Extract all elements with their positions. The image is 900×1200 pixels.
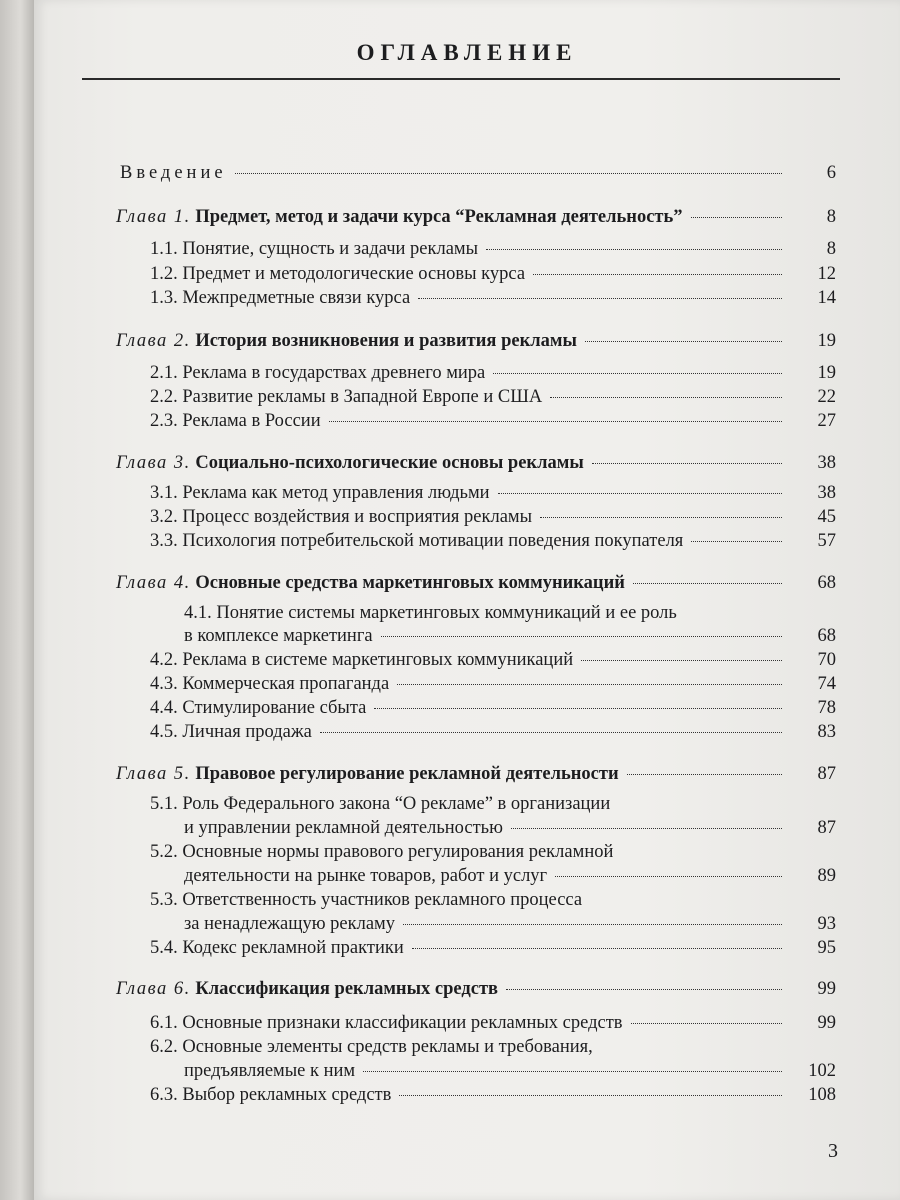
section-page: 19: [817, 363, 836, 383]
chapter-number: Глава 1.: [116, 207, 191, 227]
chapter-number: Глава 5.: [116, 764, 191, 784]
leader-dots: [540, 517, 782, 518]
leader-dots: [374, 708, 782, 709]
leader-dots: [581, 660, 782, 661]
section-page: 57: [817, 531, 836, 551]
section-title: Основные признаки классификации рекламных средств: [182, 1013, 623, 1033]
leader-dots: [506, 989, 782, 990]
chapter-title: Правовое регулирование рекламной деятельности: [195, 764, 619, 784]
section-title: Личная продажа: [182, 722, 312, 742]
section-title: Реклама в системе маркетинговых коммуникаций: [182, 650, 574, 670]
section-title: Основные элементы средств рекламы и требования,: [182, 1037, 593, 1057]
section-row: [150, 530, 836, 552]
section-page: 78: [817, 698, 836, 718]
section-title: Стимулирование сбыта: [182, 698, 367, 718]
section-number: 4.3.: [150, 674, 178, 694]
leader-dots: [511, 828, 782, 829]
section-page: 12: [817, 264, 836, 284]
section-title: Кодекс рекламной практики: [182, 938, 404, 958]
section-page: 8: [826, 239, 836, 259]
section-page: 74: [817, 674, 836, 694]
section-page: 45: [817, 507, 836, 527]
section-number: 4.4.: [150, 698, 178, 718]
section-first-line: [184, 602, 677, 624]
chapter-page: 38: [817, 453, 836, 473]
chapter-title: Предмет, метод и задачи курса “Рекламная деятельность”: [195, 207, 683, 227]
section-page: 14: [817, 288, 836, 308]
chapter-row: [116, 452, 836, 474]
chapter-number: Глава 2.: [116, 331, 191, 351]
section-number: 4.5.: [150, 722, 178, 742]
chapter-page: 99: [817, 979, 836, 999]
leader-dots: [592, 463, 782, 464]
section-page: 95: [817, 938, 836, 958]
section-row: [150, 1084, 836, 1106]
section-page: 68: [817, 626, 836, 646]
section-title: Реклама в государствах древнего мира: [182, 363, 486, 383]
leader-dots: [633, 583, 782, 584]
chapter-title: Классификация рекламных средств: [195, 979, 499, 999]
chapter-row: [116, 330, 836, 352]
section-number: 1.2.: [150, 264, 178, 284]
section-row: [150, 649, 836, 671]
section-page: 99: [817, 1013, 836, 1033]
section-row: [150, 386, 836, 408]
section-number: 6.2.: [150, 1037, 178, 1057]
section-title: Предмет и методологические основы курса: [182, 264, 526, 284]
leader-dots: [631, 1023, 782, 1024]
section-number: 5.1.: [150, 794, 178, 814]
section-title: Основные нормы правового регулирования рекламной: [182, 842, 614, 862]
section-title: Выбор рекламных средств: [182, 1085, 392, 1105]
section-title: Реклама в России: [182, 411, 321, 431]
section-row: [184, 817, 836, 839]
leader-dots: [486, 249, 782, 250]
section-row: [150, 410, 836, 432]
section-title: Понятие, сущность и задачи рекламы: [182, 239, 479, 259]
section-number: 5.2.: [150, 842, 178, 862]
facing-page-edge: [0, 0, 34, 1200]
leader-dots: [397, 684, 782, 685]
section-number: 3.2.: [150, 507, 178, 527]
section-title: Психология потребительской мотивации поведения покупателя: [182, 531, 684, 551]
section-title-continued: в комплексе маркетинга: [184, 626, 373, 646]
section-number: 2.1.: [150, 363, 178, 383]
leader-dots: [691, 541, 782, 542]
leader-dots: [412, 948, 782, 949]
section-page: 102: [808, 1061, 836, 1081]
section-title: Роль Федерального закона “О рекламе” в организации: [182, 794, 611, 814]
section-row: [150, 238, 836, 260]
chapter-number: Глава 4.: [116, 573, 191, 593]
leader-dots: [418, 298, 782, 299]
chapter-title: Основные средства маркетинговых коммуникаций: [195, 573, 625, 593]
section-page: 89: [817, 866, 836, 886]
section-title: Ответственность участников рекламного процесса: [182, 890, 583, 910]
leader-dots: [627, 774, 782, 775]
chapter-page: 19: [817, 331, 836, 351]
section-first-line: [150, 889, 582, 911]
section-row: [184, 1060, 836, 1082]
section-row: [150, 1012, 836, 1034]
section-first-line: [150, 841, 613, 863]
section-row: [150, 506, 836, 528]
section-number: 6.3.: [150, 1085, 178, 1105]
section-number: 2.2.: [150, 387, 178, 407]
book-page: [34, 0, 900, 1200]
section-row: [150, 697, 836, 719]
leader-dots: [235, 173, 782, 174]
section-title: Понятие системы маркетинговых коммуникаций и ее роль: [216, 603, 677, 623]
chapter-number: Глава 3.: [116, 453, 191, 473]
section-title-continued: предъявляемые к ним: [184, 1061, 356, 1081]
page-number: 3: [828, 1140, 838, 1162]
section-number: 6.1.: [150, 1013, 178, 1033]
chapter-row: [116, 572, 836, 594]
section-page: 70: [817, 650, 836, 670]
section-title: Межпредметные связи курса: [182, 288, 411, 308]
section-first-line: [150, 793, 610, 815]
chapter-page: 8: [826, 207, 836, 227]
section-page: 108: [808, 1085, 836, 1105]
leader-dots: [691, 217, 782, 218]
section-title: Развитие рекламы в Западной Европе и США: [182, 387, 543, 407]
section-number: 4.1.: [184, 603, 212, 623]
leader-dots: [533, 274, 782, 275]
page-title: ОГЛАВЛЕНИЕ: [356, 40, 578, 65]
section-row: [184, 865, 836, 887]
section-first-line: [150, 1036, 593, 1058]
section-page: 83: [817, 722, 836, 742]
section-row: [184, 913, 836, 935]
section-row: [150, 673, 836, 695]
section-row: [150, 287, 836, 309]
leader-dots: [403, 924, 782, 925]
title-rule: [82, 78, 840, 80]
leader-dots: [585, 341, 782, 342]
section-row: [150, 937, 836, 959]
chapter-page: 68: [817, 573, 836, 593]
section-page: 38: [817, 483, 836, 503]
intro-label: Введение: [120, 163, 227, 183]
section-page: 27: [817, 411, 836, 431]
section-row: [150, 362, 836, 384]
leader-dots: [329, 421, 782, 422]
section-title: Процесс воздействия и восприятия рекламы: [182, 507, 533, 527]
chapter-title: История возникновения и развития рекламы: [195, 331, 577, 351]
section-row: [150, 482, 836, 504]
leader-dots: [550, 397, 782, 398]
leader-dots: [555, 876, 782, 877]
leader-dots: [399, 1095, 782, 1096]
section-row: [184, 625, 836, 647]
section-number: 4.2.: [150, 650, 178, 670]
chapter-number: Глава 6.: [116, 979, 191, 999]
leader-dots: [493, 373, 782, 374]
section-number: 1.1.: [150, 239, 178, 259]
chapter-page: 87: [817, 764, 836, 784]
section-title-continued: за ненадлежащую рекламу: [184, 914, 396, 934]
chapter-row: [116, 763, 836, 785]
leader-dots: [320, 732, 782, 733]
chapter-title: Социально-психологические основы рекламы: [195, 453, 584, 473]
section-page: 87: [817, 818, 836, 838]
section-row: [150, 721, 836, 743]
section-row: [150, 263, 836, 285]
section-number: 2.3.: [150, 411, 178, 431]
section-title-continued: деятельности на рынке товаров, работ и услуг: [184, 866, 548, 886]
chapter-row: [116, 206, 836, 228]
section-number: 1.3.: [150, 288, 178, 308]
section-title-continued: и управлении рекламной деятельностью: [184, 818, 503, 838]
section-number: 3.1.: [150, 483, 178, 503]
section-page: 93: [817, 914, 836, 934]
section-number: 5.3.: [150, 890, 178, 910]
section-number: 5.4.: [150, 938, 178, 958]
section-title: Реклама как метод управления людьми: [182, 483, 490, 503]
section-page: 22: [817, 387, 836, 407]
leader-dots: [381, 636, 782, 637]
intro-page: 6: [826, 163, 836, 183]
section-title: Коммерческая пропаганда: [182, 674, 390, 694]
leader-dots: [363, 1071, 782, 1072]
toc-intro-row: [120, 162, 836, 184]
leader-dots: [498, 493, 782, 494]
chapter-row: [116, 978, 836, 1000]
section-number: 3.3.: [150, 531, 178, 551]
